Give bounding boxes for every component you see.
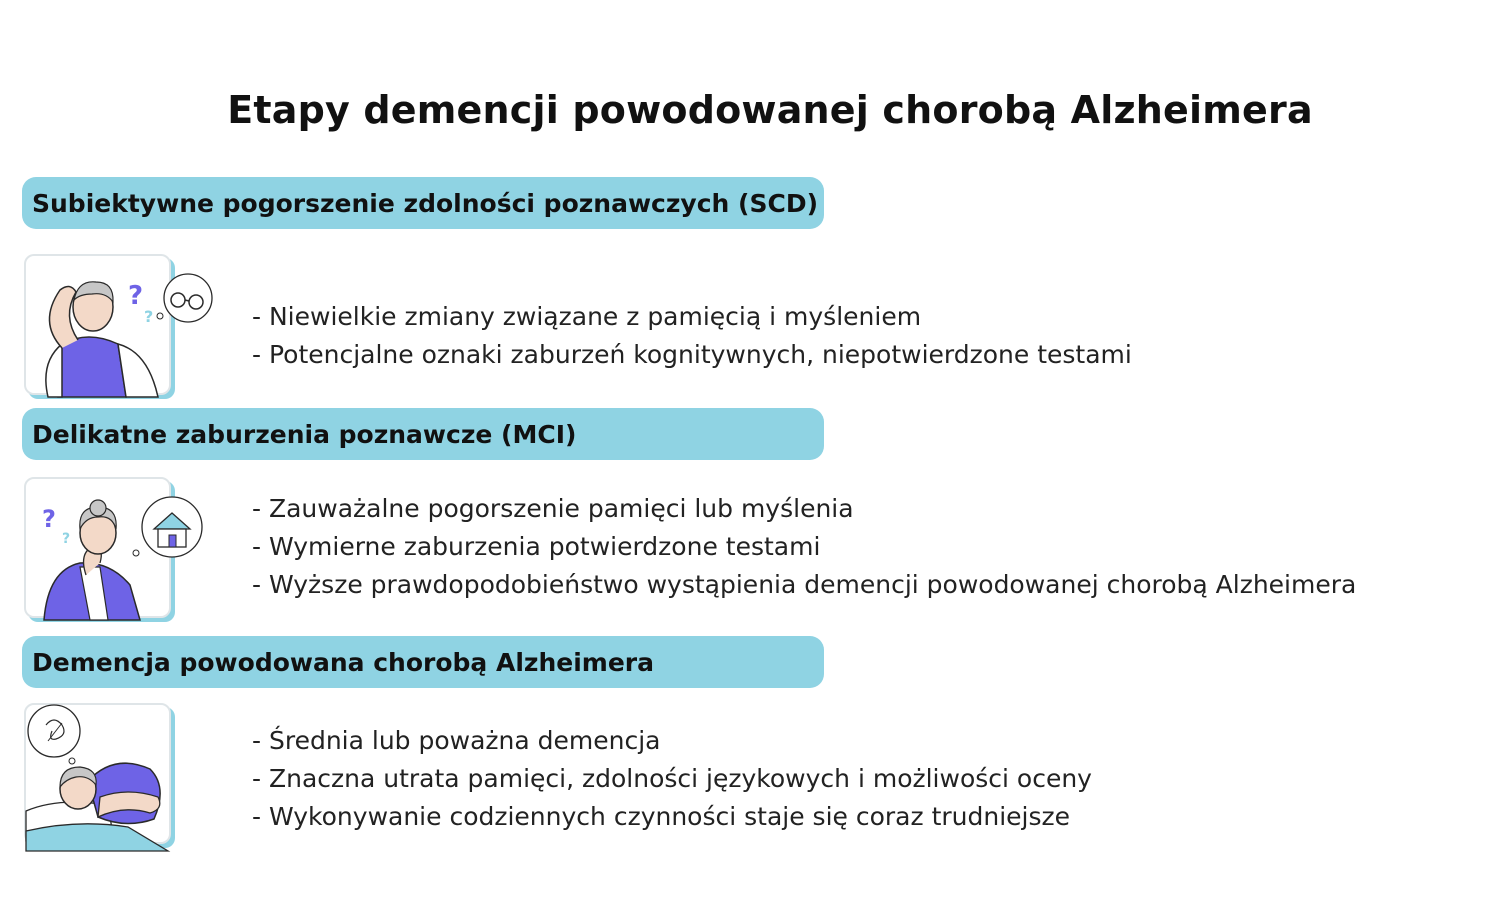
bullet-item: - Niewielkie zmiany związane z pamięcią i myśleniem <box>252 302 922 331</box>
elderly-man-forgetting-glasses-icon <box>18 252 198 397</box>
stage-header-mci: Delikatne zaburzenia poznawcze (MCI) <box>22 408 824 460</box>
stage-bullets-ad <box>252 722 1092 836</box>
bullet-item: - Wykonywanie codziennych czynności staje się coraz trudniejsze <box>252 802 1071 831</box>
stage-header-ad: Demencja powodowana chorobą Alzheimera <box>22 636 824 688</box>
stage-illustration-mci <box>24 477 171 618</box>
svg-text:?: ? <box>62 531 71 547</box>
stage-illustration-ad <box>24 703 171 844</box>
bullet-item: - Wymierne zaburzenia potwierdzone testami <box>252 532 821 561</box>
bullet-item: - Wyższe prawdopodobieństwo wystąpienia demencji powodowanej chorobą Alzheimera <box>252 570 1357 599</box>
bullet-item: - Potencjalne oznaki zaburzeń kognitywnych, niepotwierdzone testami <box>252 340 1132 369</box>
stage-illustration-scd <box>24 254 171 395</box>
svg-text:?: ? <box>128 281 144 311</box>
page-title: Etapy demencji powodowanej chorobą Alzheimera <box>227 88 1313 132</box>
bullet-item: - Zauważalne pogorszenie pamięci lub myślenia <box>252 494 854 523</box>
svg-text:?: ? <box>42 505 56 533</box>
bullet-item: - Średnia lub poważna demencja <box>252 726 661 755</box>
stage-header-scd: Subiektywne pogorszenie zdolności poznawczych (SCD) <box>22 177 824 229</box>
elderly-person-in-bed-icon <box>18 701 198 851</box>
stage-bullets-mci <box>252 490 1356 604</box>
stage-bullets-scd <box>252 298 1132 374</box>
svg-text:?: ? <box>144 307 154 326</box>
bullet-item: - Znaczna utrata pamięci, zdolności językowych i możliwości oceny <box>252 764 1092 793</box>
elderly-woman-forgetting-home-icon <box>18 475 198 620</box>
